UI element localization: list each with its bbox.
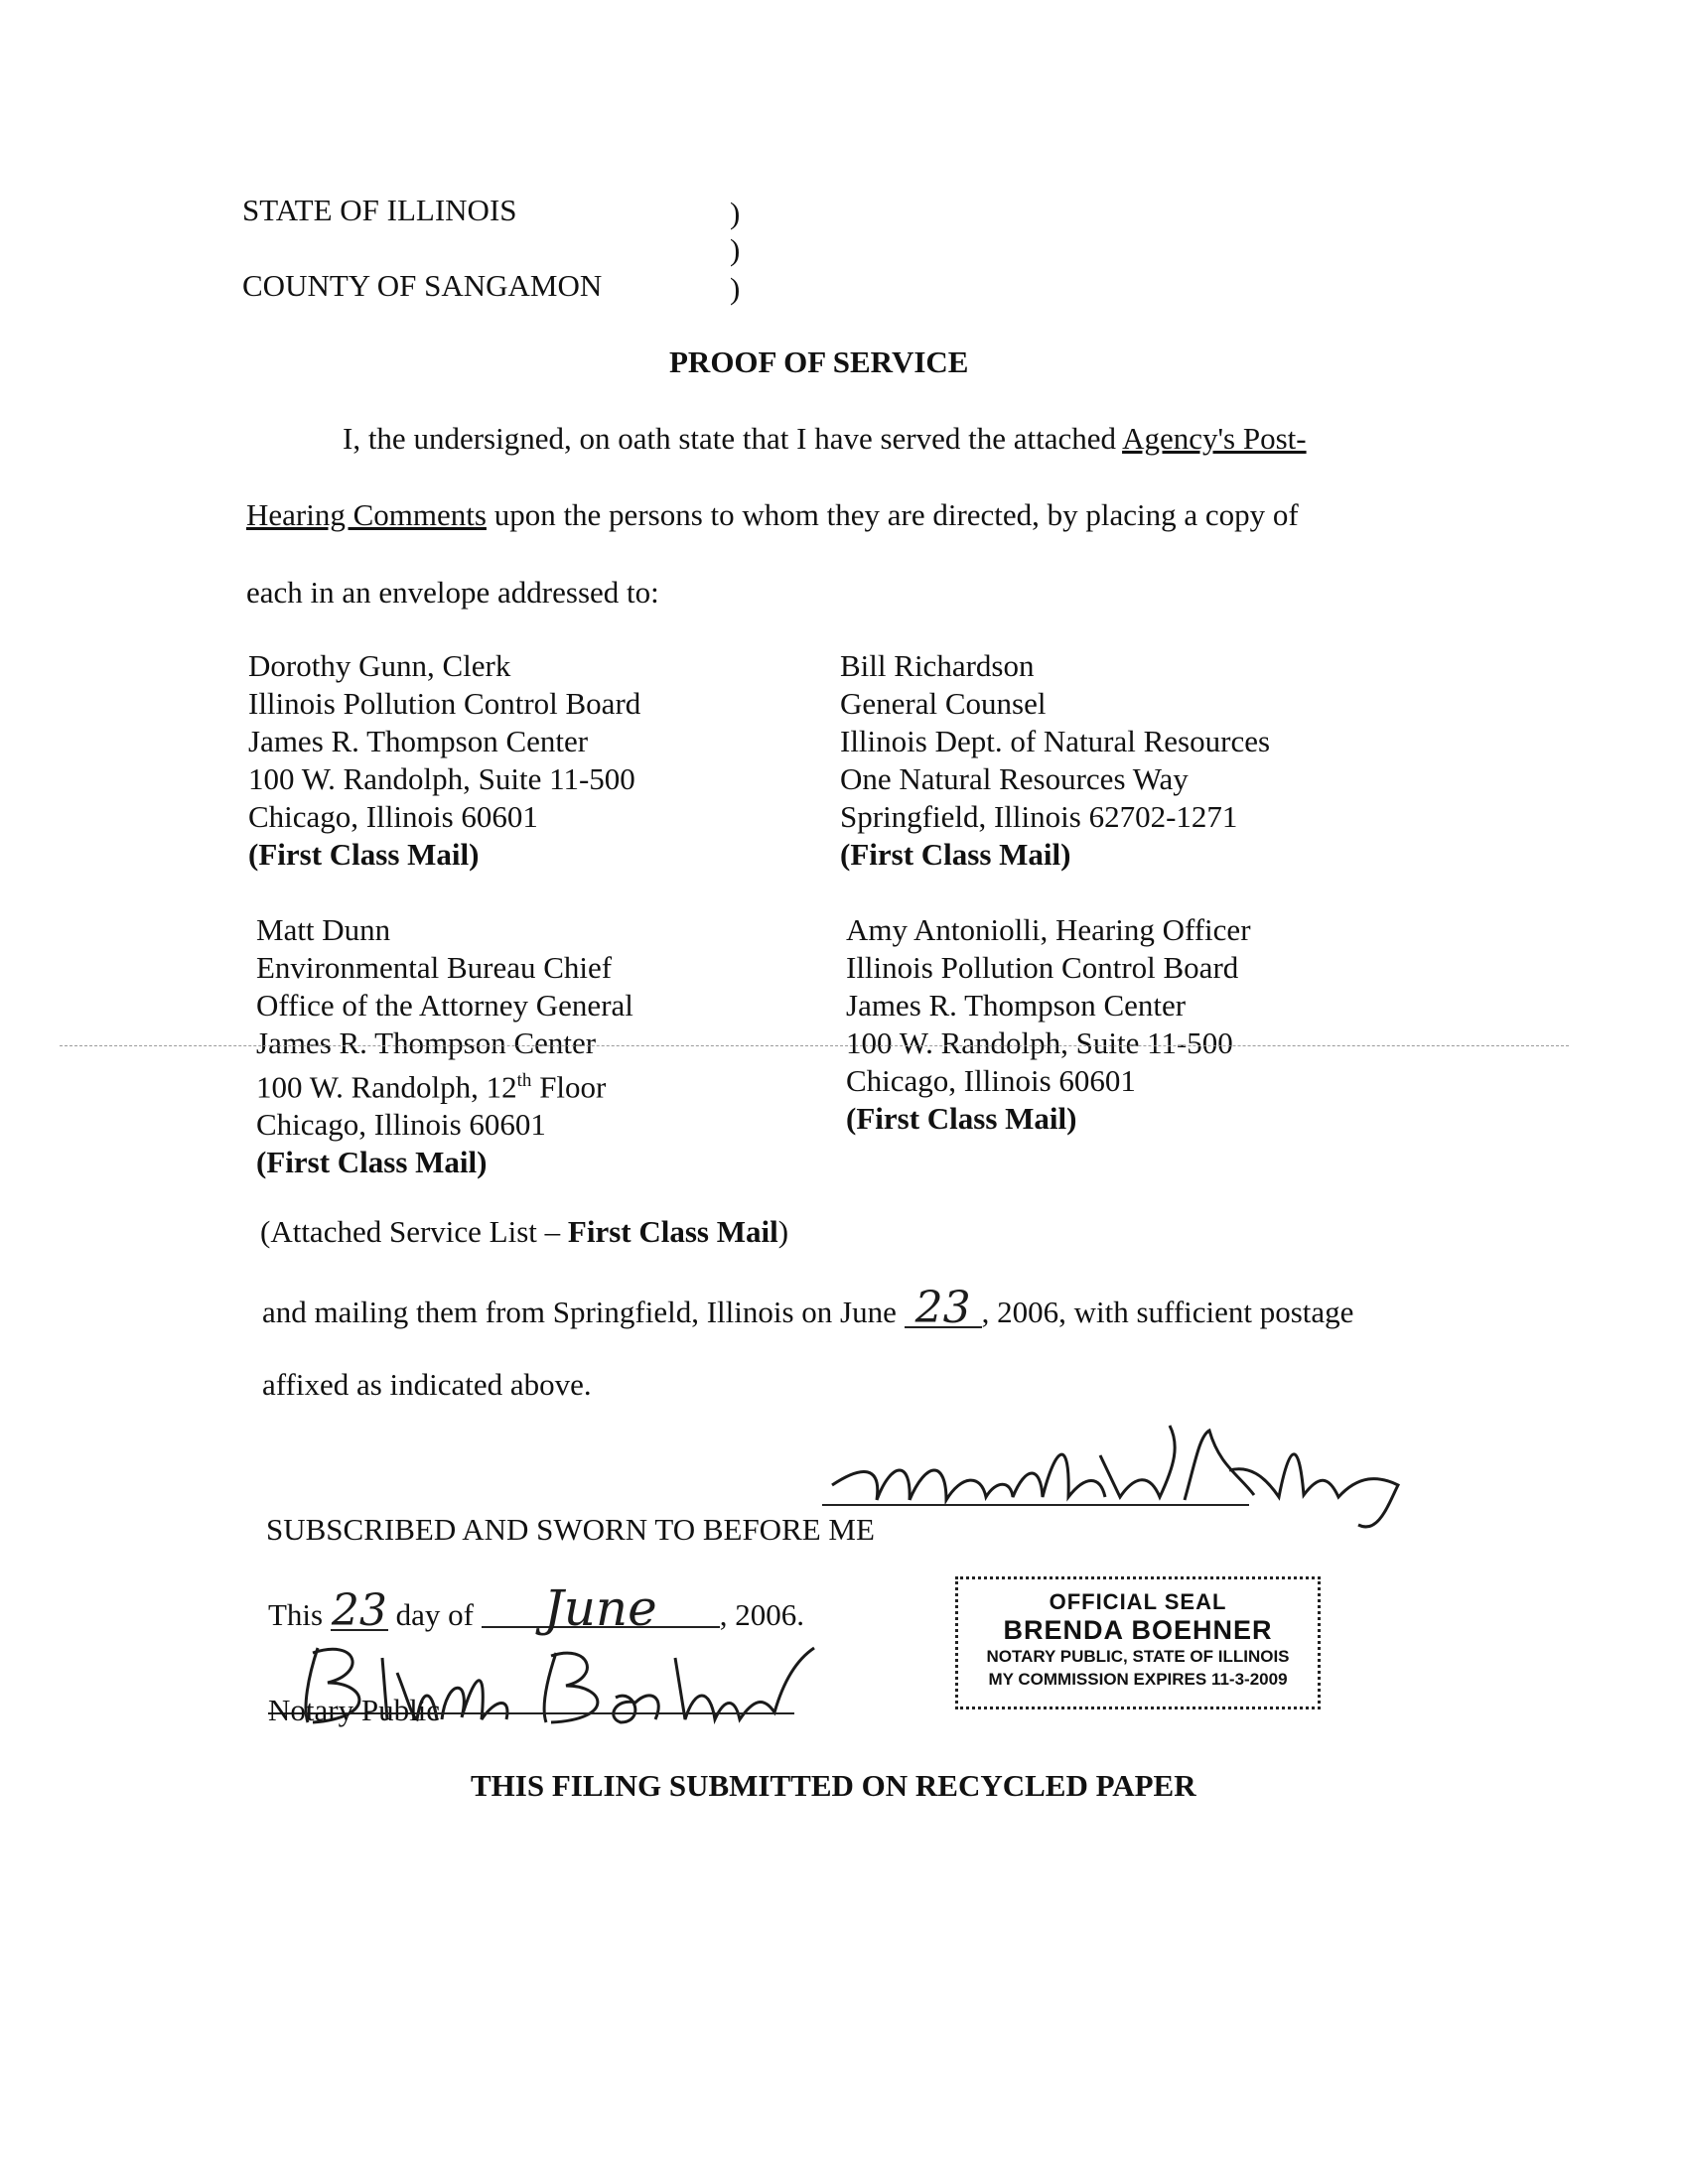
signer-signature bbox=[802, 1406, 1418, 1545]
jurat-year: , 2006. bbox=[719, 1597, 804, 1632]
delivery-method: (First Class Mail) bbox=[256, 1145, 488, 1180]
address-line: Matt Dunn bbox=[256, 912, 391, 947]
caption-paren-2: ) bbox=[730, 232, 741, 267]
served-document-title-1: Agency's Post- bbox=[1122, 421, 1307, 456]
jurat-day-of: day of bbox=[387, 1597, 482, 1632]
address-line: 100 W. Randolph, Suite 11-500 bbox=[846, 1025, 1233, 1060]
mailing-line-1 bbox=[262, 1283, 1354, 1333]
intro-line-3: each in an envelope addressed to: bbox=[246, 575, 659, 610]
recipient-address-2 bbox=[840, 647, 1270, 874]
jurat-day-handwritten: 23 bbox=[331, 1585, 387, 1636]
service-list-method: First Class Mail bbox=[567, 1214, 778, 1249]
address-line: Bill Richardson bbox=[840, 648, 1035, 683]
address-line: Illinois Dept. of Natural Resources bbox=[840, 724, 1271, 758]
seal-line-2: BRENDA BOEHNER bbox=[1003, 1615, 1273, 1645]
jurat-heading: SUBSCRIBED AND SWORN TO BEFORE ME bbox=[266, 1512, 875, 1547]
address-line: Illinois Pollution Control Board bbox=[248, 686, 641, 721]
address-line: Chicago, Illinois 60601 bbox=[248, 799, 538, 834]
mailing-suffix: , 2006, with sufficient postage bbox=[981, 1295, 1354, 1329]
address-line: James R. Thompson Center bbox=[846, 988, 1187, 1023]
address-line: Chicago, Illinois 60601 bbox=[846, 1063, 1136, 1098]
address-line: Springfield, Illinois 62702-1271 bbox=[840, 799, 1238, 834]
scan-artifact-line bbox=[60, 1045, 1569, 1046]
delivery-method: (First Class Mail) bbox=[846, 1101, 1077, 1136]
address-line: Environmental Bureau Chief bbox=[256, 950, 613, 985]
recycled-paper-footer: THIS FILING SUBMITTED ON RECYCLED PAPER bbox=[471, 1768, 1196, 1803]
intro-text-2: upon the persons to whom they are directed, by placing a copy of bbox=[486, 497, 1299, 532]
address-line: Chicago, Illinois 60601 bbox=[256, 1107, 546, 1143]
notary-public-label: Notary Public bbox=[268, 1693, 441, 1727]
delivery-method: (First Class Mail) bbox=[840, 837, 1071, 872]
intro-line-1 bbox=[343, 420, 1307, 458]
address-line bbox=[256, 1062, 633, 1106]
caption-state: STATE OF ILLINOIS bbox=[242, 193, 517, 227]
intro-text-1: I, the undersigned, on oath state that I have served the attached bbox=[343, 421, 1123, 456]
seal-line-1: OFFICIAL SEAL bbox=[1049, 1589, 1227, 1614]
caption-paren-3: ) bbox=[730, 271, 741, 306]
address-line: James R. Thompson Center bbox=[256, 1025, 597, 1060]
mailing-day-handwritten: 23 bbox=[905, 1291, 982, 1328]
caption-county: COUNTY OF SANGAMON bbox=[242, 268, 603, 303]
jurat-this: This bbox=[268, 1597, 331, 1632]
service-list-prefix: (Attached Service List – bbox=[260, 1214, 568, 1249]
address-line: Amy Antoniolli, Hearing Officer bbox=[846, 912, 1251, 947]
mailing-prefix: and mailing them from Springfield, Illinois on June bbox=[262, 1295, 905, 1329]
address-line: 100 W. Randolph, Suite 11-500 bbox=[248, 761, 635, 796]
jurat-month-handwritten: June bbox=[482, 1590, 720, 1628]
address-line: General Counsel bbox=[840, 686, 1047, 721]
recipient-address-4 bbox=[846, 911, 1251, 1138]
intro-line-2 bbox=[246, 496, 1299, 534]
recipient-address-1 bbox=[248, 647, 640, 874]
address-line: Illinois Pollution Control Board bbox=[846, 950, 1239, 985]
address-line: Office of the Attorney General bbox=[256, 988, 633, 1023]
address-line: One Natural Resources Way bbox=[840, 761, 1189, 796]
served-document-title-2: Hearing Comments bbox=[246, 497, 487, 532]
floor-line-suffix: Floor bbox=[531, 1069, 607, 1105]
address-line: Dorothy Gunn, Clerk bbox=[248, 648, 511, 683]
address-line: James R. Thompson Center bbox=[248, 724, 589, 758]
seal-line-4: MY COMMISSION EXPIRES 11-3-2009 bbox=[988, 1670, 1288, 1689]
service-list-line bbox=[260, 1213, 788, 1251]
document-title: PROOF OF SERVICE bbox=[669, 344, 969, 379]
caption-paren-1: ) bbox=[730, 196, 741, 230]
notary-seal-stamp bbox=[955, 1576, 1321, 1709]
delivery-method: (First Class Mail) bbox=[248, 837, 480, 872]
seal-line-3: NOTARY PUBLIC, STATE OF ILLINOIS bbox=[986, 1647, 1290, 1666]
floor-line-prefix: 100 W. Randolph, 12 bbox=[256, 1069, 517, 1105]
floor-line-sup: th bbox=[516, 1070, 532, 1091]
mailing-line-2: affixed as indicated above. bbox=[262, 1367, 592, 1402]
recipient-address-3 bbox=[256, 911, 633, 1181]
service-list-suffix: ) bbox=[777, 1214, 789, 1249]
